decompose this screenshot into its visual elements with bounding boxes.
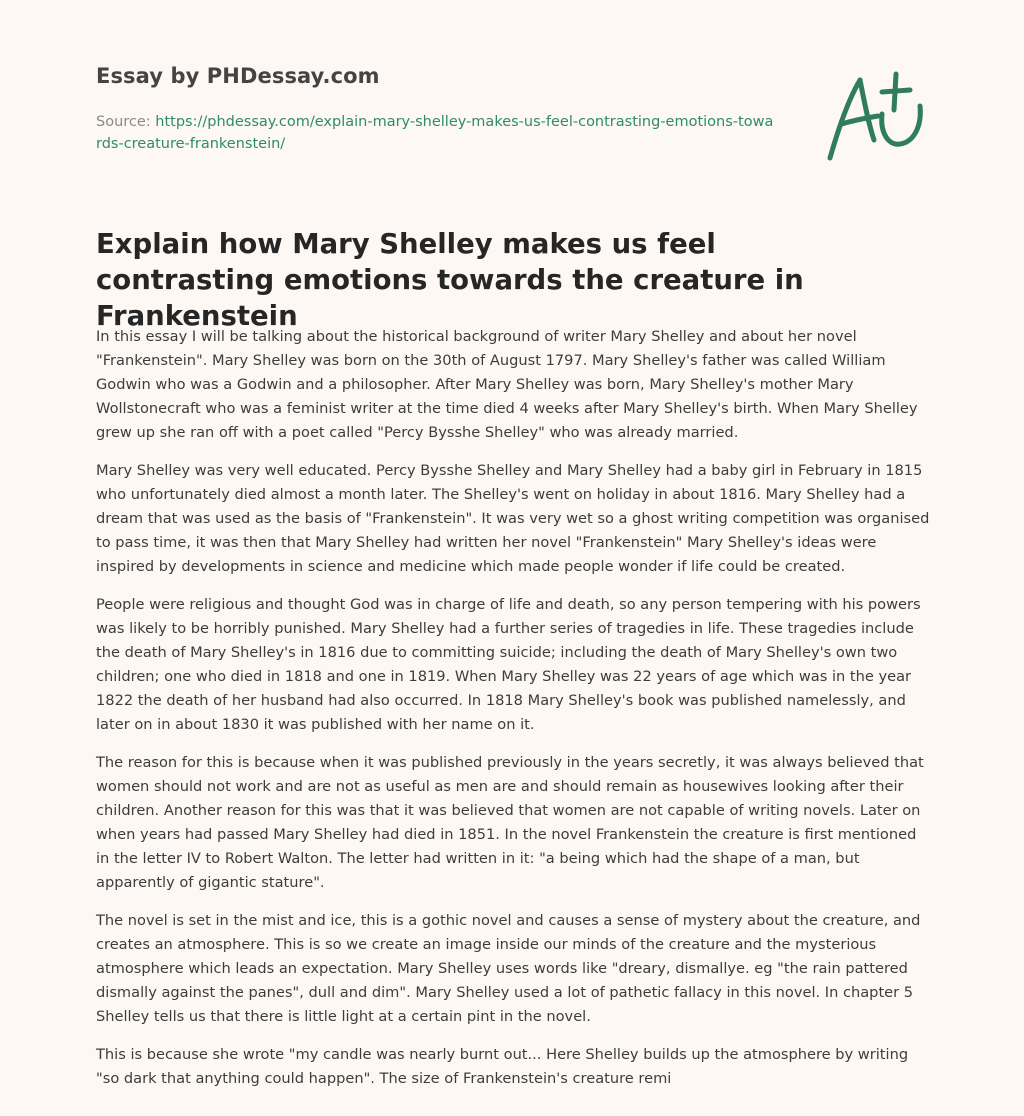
a-plus-grade-icon xyxy=(824,70,928,162)
essay-paragraph: The novel is set in the mist and ice, this is a gothic novel and causes a sense of mystery about the creature, and creates an atmosphere. This is so we create an image inside our minds of the creature and the mysterious atmosphere which leads an expectation. Mary Shelley uses words like "dreary, dismallye. eg "the rain pattered dismally against the panes", dull and dim". Mary Shelley used a lot of pathetic fallacy in this novel. In chapter 5 Shelley tells us that there is little light at a certain pint in the novel. xyxy=(96,912,921,1025)
source-line xyxy=(96,111,776,155)
essay-paragraph: In this essay I will be talking about the historical background of writer Mary Shelley and about her novel "Frankenstein". Mary Shelley was born on the 30th of August 1797. Mary Shelley's father was called William Godwin who was a Godwin and a philosopher. After Mary Shelley was born, Mary Shelley's mother Mary Wollstonecraft who was a feminist writer at the time died 4 weeks after Mary Shelley's birth. When Mary Shelley grew up she ran off with a poet called "Percy Bysshe Shelley" who was already married. xyxy=(96,328,918,441)
source-label: Source: xyxy=(96,114,151,130)
essay-paragraph: This is because she wrote "my candle was nearly burnt out... Here Shelley builds up the atmosphere by writing "so dark that anything could happen". The size of Frankenstein's creature remi xyxy=(96,1046,909,1087)
source-link[interactable]: https://phdessay.com/explain-mary-shelley-makes-us-feel-contrasting-emotions-towards-creature-frankenstein/ xyxy=(96,114,774,152)
essay-title: Explain how Mary Shelley makes us feel contrasting emotions towards the creature in Frankenstein xyxy=(96,228,804,332)
essay-paragraph: People were religious and thought God was in charge of life and death, so any person tempering with his powers was likely to be horribly punished. Mary Shelley had a further series of tragedies in life. These tragedies include the death of Mary Shelley's in 1816 due to committing suicide; including the death of Mary Shelley's own two children; one who died in 1818 and one in 1819. When Mary Shelley was 22 years of age which was in the year 1822 the death of her husband had also occurred. In 1818 Mary Shelley's book was published namelessly, and later on in about 1830 it was published with her name on it. xyxy=(96,596,921,733)
site-title: Essay by PHDessay.com xyxy=(96,64,380,88)
essay-body xyxy=(96,325,932,1105)
essay-paragraph: Mary Shelley was very well educated. Percy Bysshe Shelley and Mary Shelley had a baby girl in February in 1815 who unfortunately died almost a month later. The Shelley's went on holiday in about 1816. Mary Shelley had a dream that was used as the basis of "Frankenstein". It was very wet so a ghost writing competition was organised to pass time, it was then that Mary Shelley had written her novel "Frankenstein" Mary Shelley's ideas were inspired by developments in science and medicine which made people wonder if life could be created. xyxy=(96,462,930,575)
essay-paragraph: The reason for this is because when it was published previously in the years secretly, it was always believed that women should not work and are not as useful as men are and should remain as housewives looking after their children. Another reason for this was that it was believed that women are not capable of writing novels. Later on when years had passed Mary Shelley had died in 1851. In the novel Frankenstein the creature is first mentioned in the letter IV to Robert Walton. The letter had written in it: "a being which had the shape of a man, but apparently of gigantic stature". xyxy=(96,754,924,891)
